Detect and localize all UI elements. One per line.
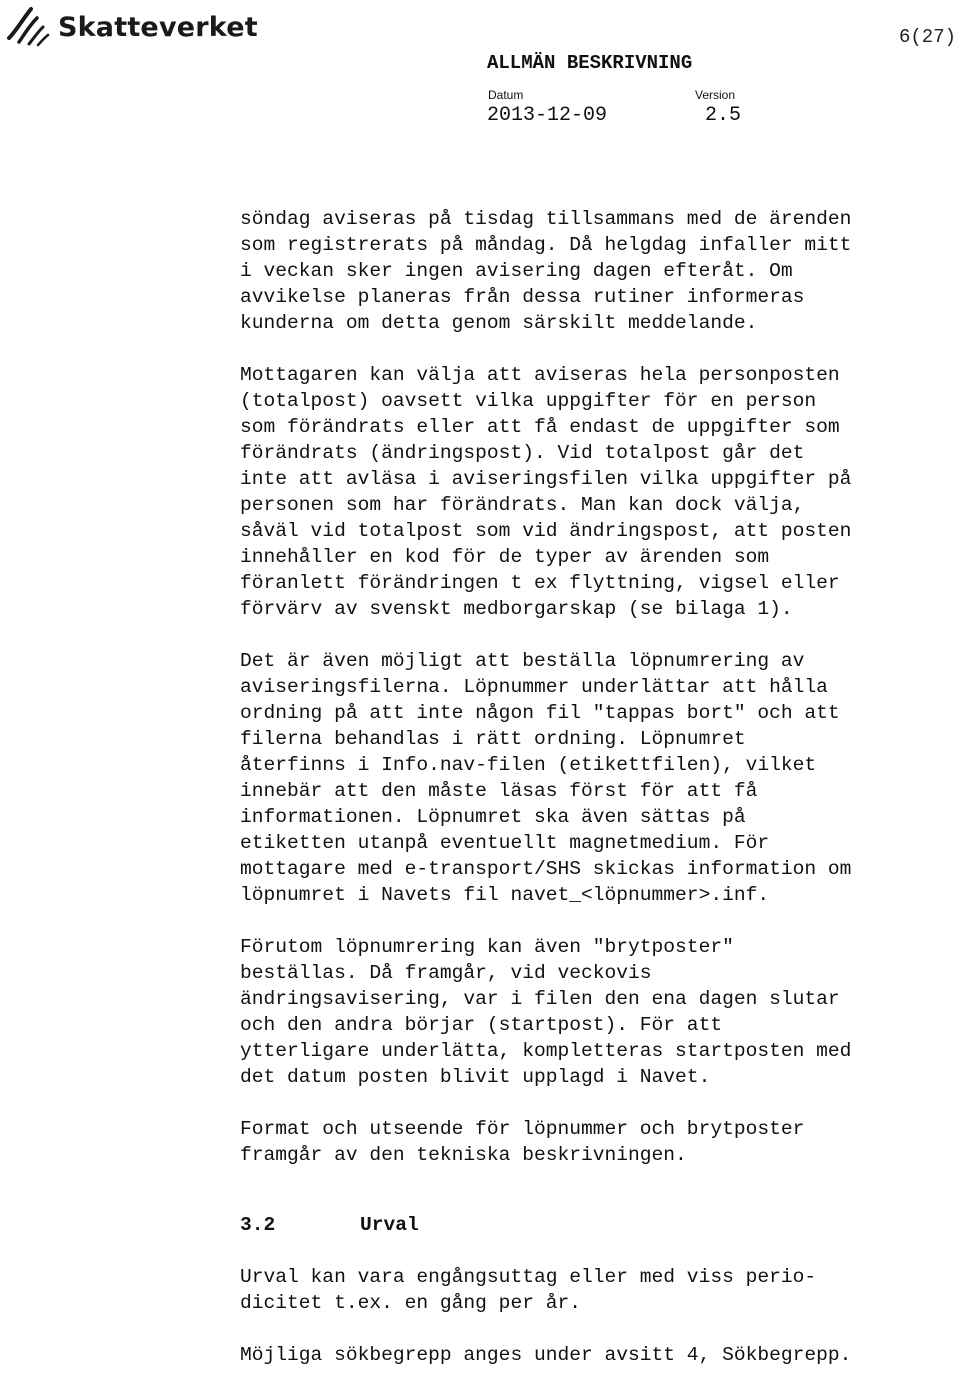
paragraph-format: Format och utseende för löpnummer och brytposter framgår av den tekniska beskrivningen. <box>240 1118 805 1166</box>
paragraph-brytposter: Förutom löpnumrering kan även "brytposter" beställas. Då framgår, vid veckovis ändringsavisering, var i filen den ena dagen slutar och den andra börjar (startpost). För att ytterligare underlätta, kompletteras startposten med det datum posten blivit upplagd i Navet. <box>240 936 852 1088</box>
version-label: Version <box>695 88 736 102</box>
document-body <box>240 206 956 1394</box>
paragraph-avisering-schedule: söndag aviseras på tisdag tillsammans med de ärenden som registrerats på måndag. Då helgdag infaller mitt i veckan sker ingen avisering dagen efteråt. Om avvikelse planeras från dessa rutiner informeras kunderna om detta genom särskilt meddelande. <box>240 208 852 334</box>
logo <box>6 4 258 50</box>
paragraph-totalpost: Mottagaren kan välja att aviseras hela personposten (totalpost) oavsett vilka uppgifter för en person som förändrats eller att få endast de uppgifter som förändrats (ändringspost). Vid totalpost går det inte att avläsa i aviseringsfilen vilka uppgifter på personen som har förändrats. Man kan dock välja, såväl vid totalpost som vid ändringspost, att posten innehåller en kod för de typer av ärenden som föranlett förändringen t ex flyttning, vigsel eller förvärv av svenskt medborgarskap (se bilaga 1). <box>240 364 852 620</box>
paragraph-sokbegrepp: Möjliga sökbegrepp anges under avsitt 4, Sökbegrepp. <box>240 1344 852 1366</box>
section-heading-urval <box>240 1212 956 1238</box>
date-label: Datum <box>488 88 524 102</box>
section-title: Urval <box>360 1214 419 1236</box>
paragraph-urval: Urval kan vara engångsuttag eller med viss perio- dicitet t.ex. en gång per år. <box>240 1266 817 1314</box>
version-value: 2.5 <box>705 104 742 127</box>
document-type-title: ALLMÄN BESKRIVNING <box>487 52 693 74</box>
page-number: 6(27) <box>898 26 956 48</box>
paragraph-lopnumrering: Det är även möjligt att beställa löpnumrering av aviseringsfilerna. Löpnummer underlättar att hålla ordning på att inte någon fil "tappas bort" och att filerna behandlas i rätt ordning. Löpnumret återfinns i Info.nav-filen (etikettfilen), vilket innebär att den måste läsas först för att få informationen. Löpnumret ska även sättas på etiketten utanpå eventuellt magnetmedium. För mottagare med e-transport/SHS skickas information om löpnumret i Navets fil navet_<löpnummer>.inf. <box>240 650 852 906</box>
skatteverket-crown-icon <box>6 4 52 50</box>
logo-text: Skatteverket <box>58 11 258 43</box>
section-number: 3.2 <box>240 1214 276 1236</box>
date-value: 2013-12-09 <box>487 104 608 127</box>
